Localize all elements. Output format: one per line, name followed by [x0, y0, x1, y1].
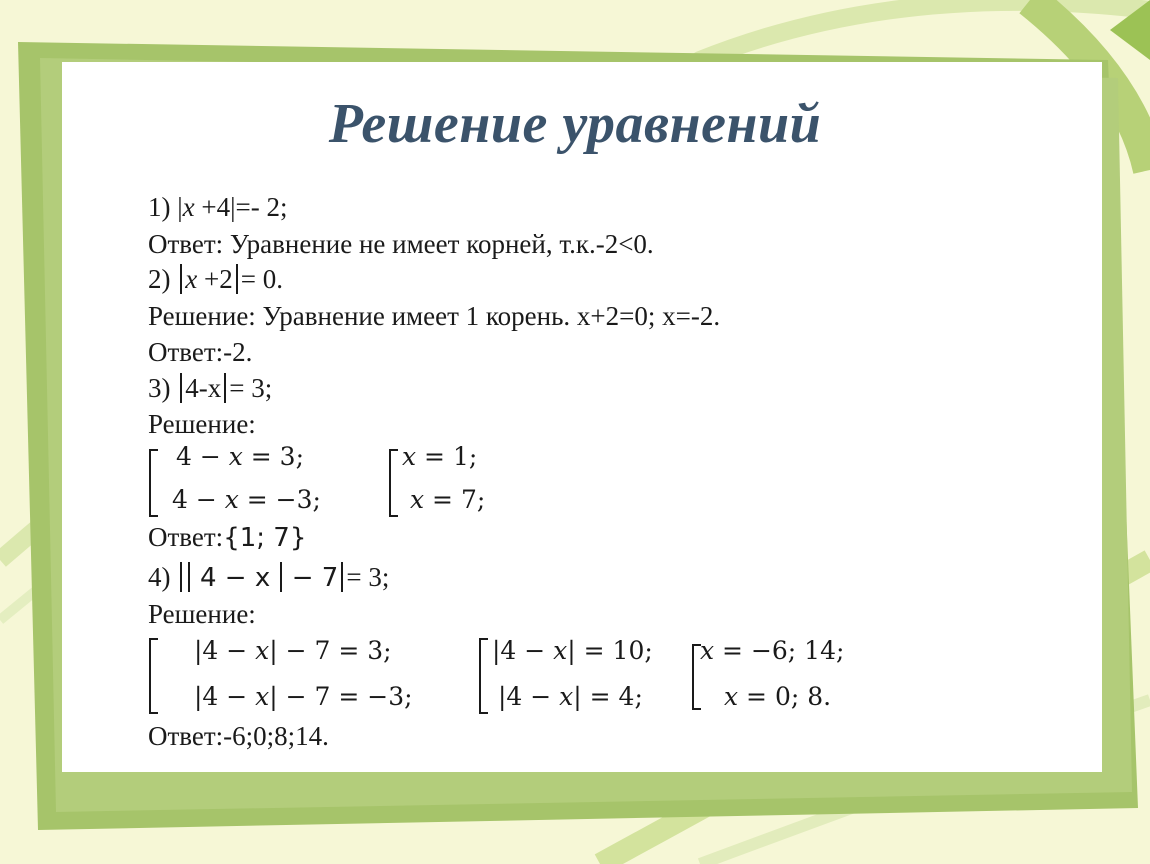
problem-3-expression: 4-х [185, 373, 222, 403]
line-solution-2: Решение: Уравнение имеет 1 корень. х+2=0; х=-2. [148, 301, 721, 331]
system-4-mid-2: |4 − 𝑥| = 4; [498, 682, 643, 711]
line-problem-2 [148, 263, 283, 295]
problem-2-equation-end: = 0. [240, 264, 283, 294]
system-bracket [149, 449, 158, 517]
abs-bar-outer-right [341, 562, 343, 592]
line-problem-4 [148, 561, 389, 594]
system-4-eq-1: |4 − 𝑥| − 7 = 3; [194, 636, 392, 665]
system-4-mid-1: |4 − 𝑥| = 10; [492, 636, 653, 665]
system-3-root-2: 𝑥 = 7; [410, 485, 486, 514]
abs-bar-right [236, 264, 238, 294]
system-4-root-2: 𝑥 = 0; 8. [724, 682, 832, 711]
line-answer-2: Ответ:-2. [148, 337, 253, 367]
answer-3-set: {1; 7} [223, 523, 307, 553]
problem-3-label: 3) [148, 373, 171, 403]
system-3-eq-2: 4 − 𝑥 = −3; [172, 485, 321, 514]
line-solution-4-heading: Решение: [148, 599, 256, 629]
line-problem-3 [148, 372, 272, 404]
abs-bar-outer-left [180, 562, 182, 592]
problem-2-variable: x [185, 264, 198, 294]
problem-4-inner: 4 − x [200, 563, 271, 593]
slide-title: Решение уравнений [328, 93, 822, 155]
answer-3-prefix: Ответ: [148, 522, 224, 552]
problem-4-equation-end: = 3; [346, 562, 390, 592]
system-3-eq-1: 4 − 𝑥 = 3; [176, 442, 305, 471]
problem-2-label: 2) [148, 264, 171, 294]
system-bracket [389, 449, 398, 517]
problem-2-expression: +2 [197, 264, 233, 294]
system-4-eq-2: |4 − 𝑥| − 7 = −3; [194, 682, 413, 711]
problem-1-label: 1) | [148, 192, 183, 222]
system-bracket [149, 638, 158, 714]
line-answer-4: Ответ:-6;0;8;14. [148, 721, 329, 751]
problem-1-equation: +4|=- 2; [194, 192, 288, 222]
abs-bar-inner-right [280, 562, 282, 592]
problem-1-variable: x [182, 192, 195, 222]
problem-4-mid: − 7 [291, 563, 339, 593]
abs-bar-left [180, 373, 182, 403]
abs-bar-right [224, 373, 226, 403]
system-bracket [479, 638, 488, 714]
abs-bar-inner-left [188, 562, 190, 592]
line-problem-1 [148, 191, 288, 223]
system-3-root-1: 𝑥 = 1; [402, 442, 478, 471]
line-answer-3 [148, 521, 306, 554]
line-solution-3-heading: Решение: [148, 409, 256, 439]
problem-3-equation-end: = 3; [229, 373, 273, 403]
system-4-root-1: 𝑥 = −6; 14; [700, 636, 845, 665]
line-answer-1: Ответ: Уравнение не имеет корней, т.к.-2<0. [148, 229, 654, 259]
problem-4-label: 4) [148, 562, 171, 592]
abs-bar-left [180, 264, 182, 294]
